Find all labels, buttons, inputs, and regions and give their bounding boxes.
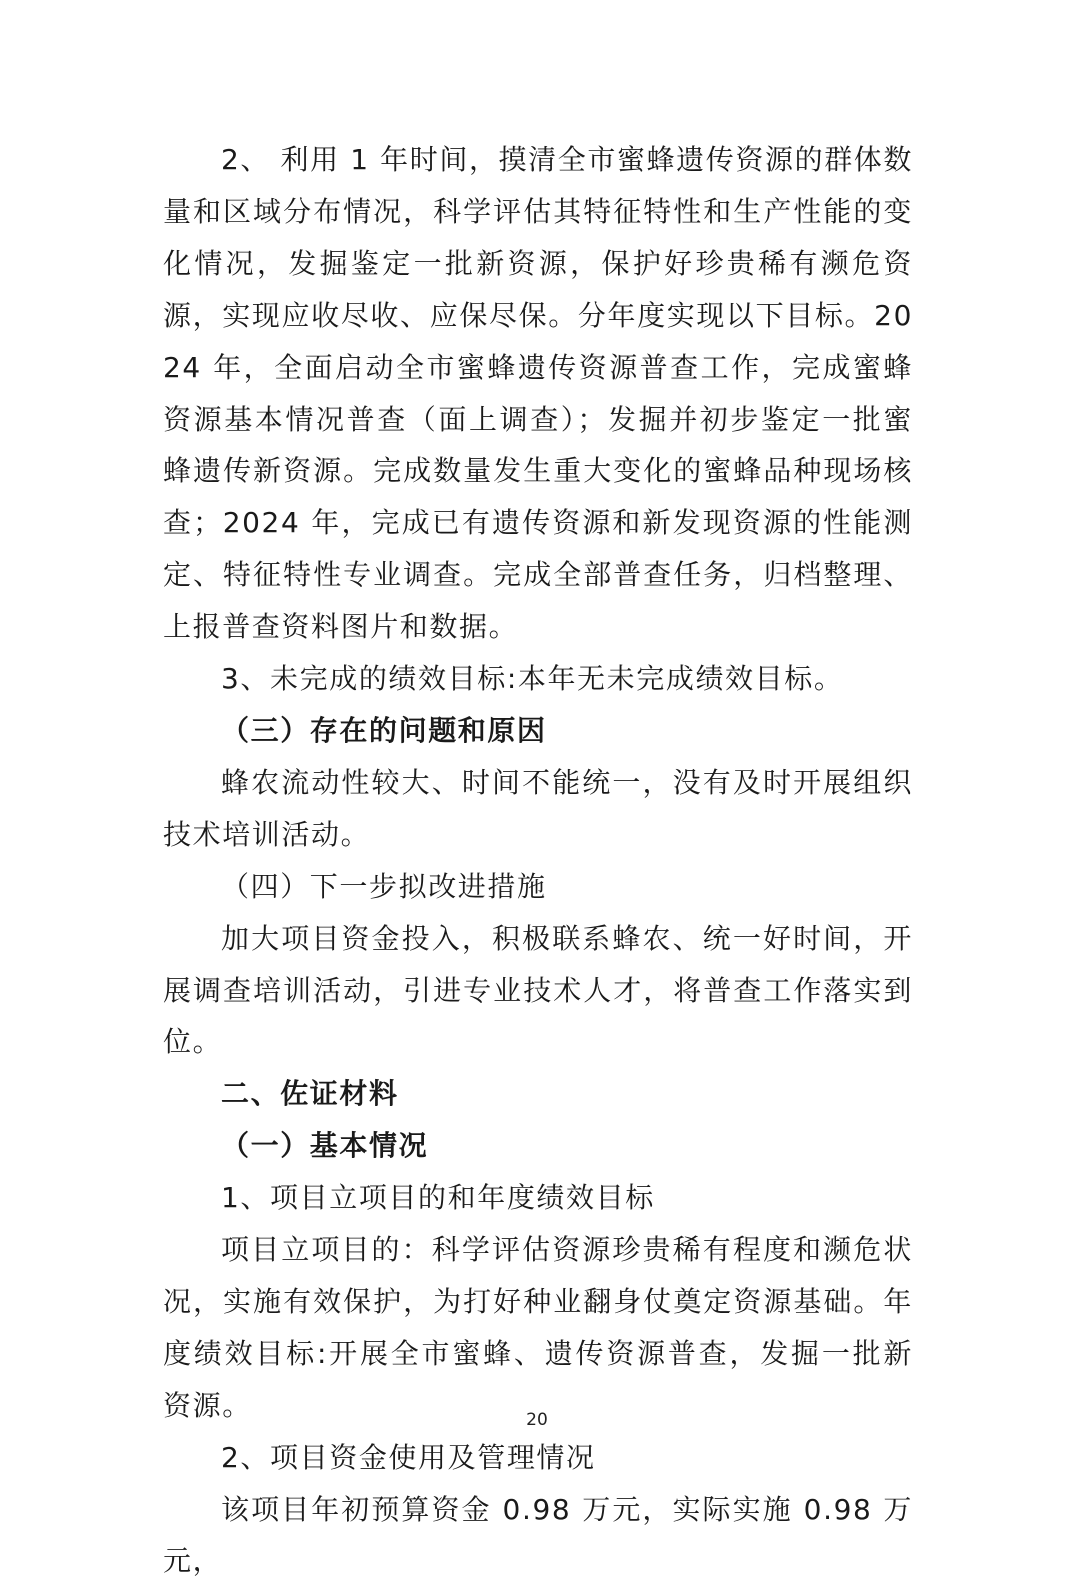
- document-body: [163, 134, 913, 1587]
- paragraph-next-steps: 加大项目资金投入，积极联系蜂农、统一好时间，开展调查培训活动，引进专业技术人才，将普查工作落实到位。: [163, 921, 913, 1059]
- heading-supporting-materials: 二、佐证材料: [221, 1077, 399, 1111]
- subheading-fund-usage: 2、项目资金使用及管理情况: [221, 1440, 596, 1474]
- paragraph-goal-details: 2、 利用 1 年时间，摸清全市蜜蜂遗传资源的群体数量和区域分布情况，科学评估其特征特性和生产性能的变化情况，发掘鉴定一批新资源，保护好珍贵稀有濒危资源，实现应收尽收、应保尽保。分年度实现以下目标。2024 年，全面启动全市蜜蜂遗传资源普查工作，完成蜜蜂资源基本情况普查（面上调查）；发掘并初步鉴定一批蜜蜂遗传新资源。完成数量发生重大变化的蜜蜂品种现场核查；2024 年，完成已有遗传资源和新发现资源的性能测定、特征特性专业调查。完成全部普查任务，归档整理、上报普查资料图片和数据。: [163, 143, 913, 644]
- paragraph-unfinished-goals: 3、未完成的绩效目标:本年无未完成绩效目标。: [221, 662, 844, 696]
- paragraph-fund-usage: 该项目年初预算资金 0.98 万元，实际实施 0.98 万元，: [163, 1492, 913, 1578]
- heading-next-steps: （四）下一步拟改进措施: [221, 869, 547, 903]
- page-number: 20: [526, 1410, 548, 1430]
- heading-problems-and-causes: （三）存在的问题和原因: [221, 713, 547, 747]
- paragraph-problems: 蜂农流动性较大、时间不能统一，没有及时开展组织技术培训活动。: [163, 765, 913, 851]
- subheading-project-purpose: 1、项目立项目的和年度绩效目标: [221, 1181, 655, 1215]
- paragraph-project-purpose: 项目立项目的：科学评估资源珍贵稀有程度和濒危状况，实施有效保护，为打好种业翻身仗奠定资源基础。年度绩效目标:开展全市蜜蜂、遗传资源普查，发掘一批新资源。: [163, 1233, 913, 1422]
- heading-basic-info: （一）基本情况: [221, 1129, 429, 1163]
